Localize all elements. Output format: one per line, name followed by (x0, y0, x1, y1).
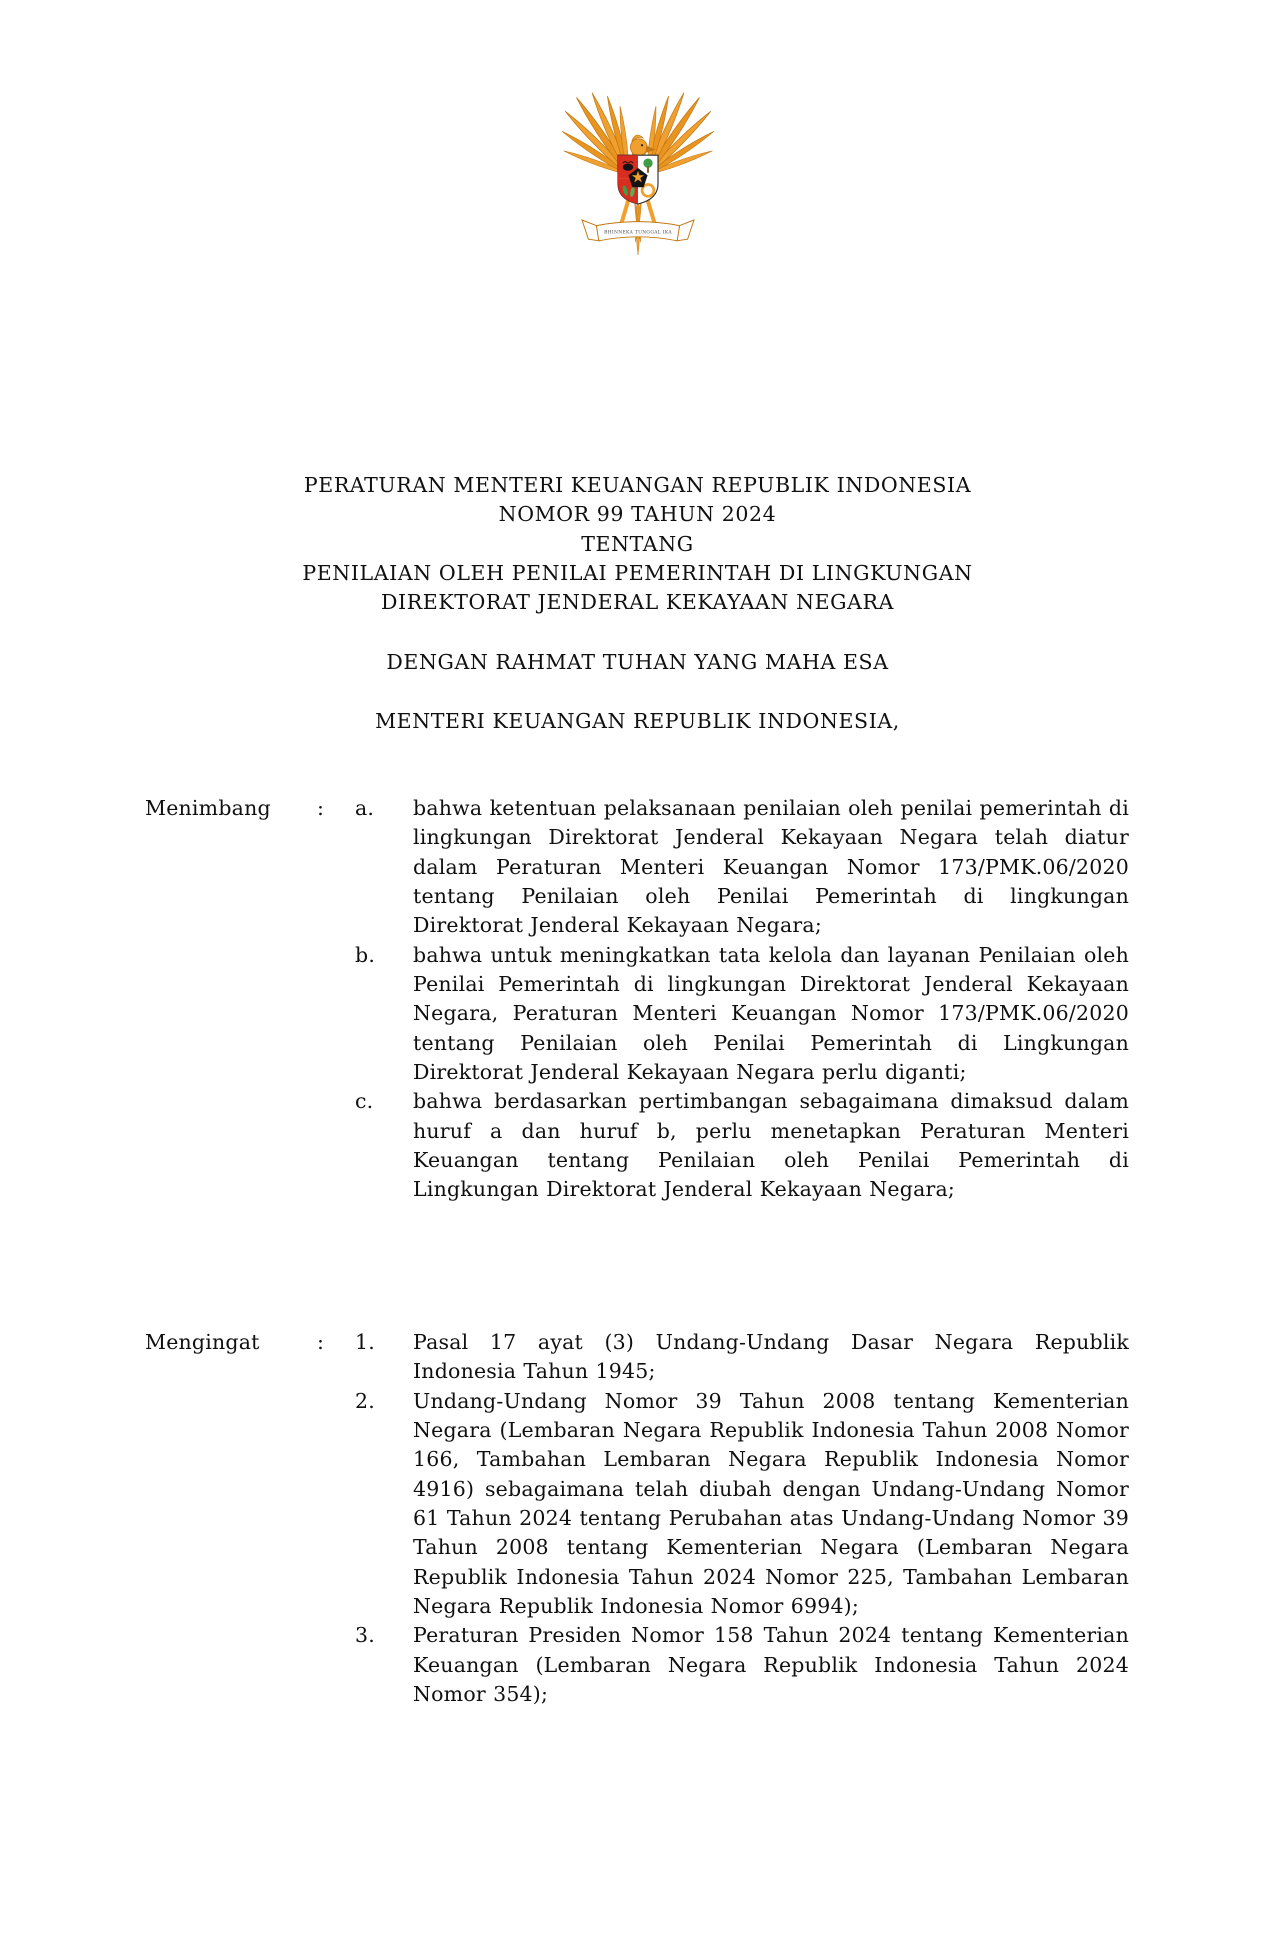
menimbang-item-b-text: bahwa untuk meningkatkan tata kelola dan layanan Penilaian oleh Penilai Pemerintah di lingkungan Direktorat Jenderal Kekayaan Negara, Peraturan Menteri Keuangan Nomor 173/PMK.06/2020 tentang Penilaian oleh Penilai Pemerintah di Lingkungan Direktorat Jenderal Kekayaan Negara perlu diganti; (413, 942, 1129, 1085)
mengingat-colon: : (317, 1330, 325, 1354)
title-line-regulation: PERATURAN MENTERI KEUANGAN REPUBLIK INDONESIA (303, 473, 972, 497)
garuda-eye (641, 144, 643, 146)
motto-text: BHINNEKA TUNGGAL IKA (604, 230, 672, 236)
bull-icon (623, 164, 633, 171)
mengingat-item-2-marker: 2. (355, 1388, 375, 1413)
menimbang-item-a-marker: a. (355, 796, 375, 820)
garuda-head (630, 139, 647, 156)
title-line-subject-1: PENILAIAN OLEH PENILAI PEMERINTAH DI LINGKUNGAN (302, 561, 973, 586)
authority-line: MENTERI KEUANGAN REPUBLIK INDONESIA, (375, 709, 900, 733)
mengingat-label: Mengingat (145, 1330, 260, 1354)
title-line-tentang: TENTANG (581, 531, 694, 556)
menimbang-colon: : (317, 796, 325, 820)
garuda-pancasila-icon (558, 80, 718, 260)
pancasila-shield (618, 155, 658, 204)
menimbang-item-c-marker: c. (355, 1089, 374, 1114)
mengingat-item-2-text: Undang-Undang Nomor 39 Tahun 2008 tentang Kementerian Negara (Lembaran Negara Republik Indonesia Tahun 2008 Nomor 166, Tambahan Lembaran Negara Republik Indonesia Nomor 4916) sebagaimana telah diubah dengan Undang-Undang Nomor 61 Tahun 2024 tentang Perubahan atas Undang-Undang Nomor 39 Tahun 2008 tentang Kementerian Negara (Lembaran Negara Republik Indonesia Tahun 2024 Nomor 225, Tambahan Lembaran Negara Republik Indonesia Nomor 6994); (413, 1388, 1129, 1619)
garuda-svg (558, 80, 718, 260)
menimbang-item-c-text: bahwa berdasarkan pertimbangan sebagaimana dimaksud dalam huruf a dan huruf b, perlu menetapkan Peraturan Menteri Keuangan tentang Penilaian oleh Penilai Pemerintah di Lingkungan Direktorat Jenderal Kekayaan Negara; (413, 1089, 1129, 1202)
mengingat-item-3-text: Peraturan Presiden Nomor 158 Tahun 2024 tentang Kementerian Keuangan (Lembaran Negara Republik Indonesia Tahun 2024 Nomor 354); (413, 1623, 1129, 1707)
menimbang-item-b-marker: b. (355, 942, 376, 967)
mengingat-item-1-marker: 1. (355, 1330, 375, 1354)
title-line-number: NOMOR 99 TAHUN 2024 (498, 502, 777, 527)
menimbang-label: Menimbang (145, 796, 271, 820)
title-block (0, 471, 1275, 618)
mengingat-section (145, 1328, 1129, 1709)
mengingat-item-1-text: Pasal 17 ayat (3) Undang-Undang Dasar Negara Republik Indonesia Tahun 1945; (413, 1330, 1129, 1384)
menimbang-section (145, 794, 1129, 1205)
menimbang-item-a-text: bahwa ketentuan pelaksanaan penilaian oleh penilai pemerintah di lingkungan Direktorat Jenderal Kekayaan Negara telah diatur dalam Peraturan Menteri Keuangan Nomor 173/PMK.06/2020 tentang Penilaian oleh Penilai Pemerintah di lingkungan Direktorat Jenderal Kekayaan Negara; (413, 796, 1129, 938)
title-line-subject-2: DIREKTORAT JENDERAL KEKAYAAN NEGARA (381, 590, 894, 615)
mengingat-item-3-marker: 3. (355, 1623, 375, 1648)
invocation-line: DENGAN RAHMAT TUHAN YANG MAHA ESA (386, 650, 889, 674)
